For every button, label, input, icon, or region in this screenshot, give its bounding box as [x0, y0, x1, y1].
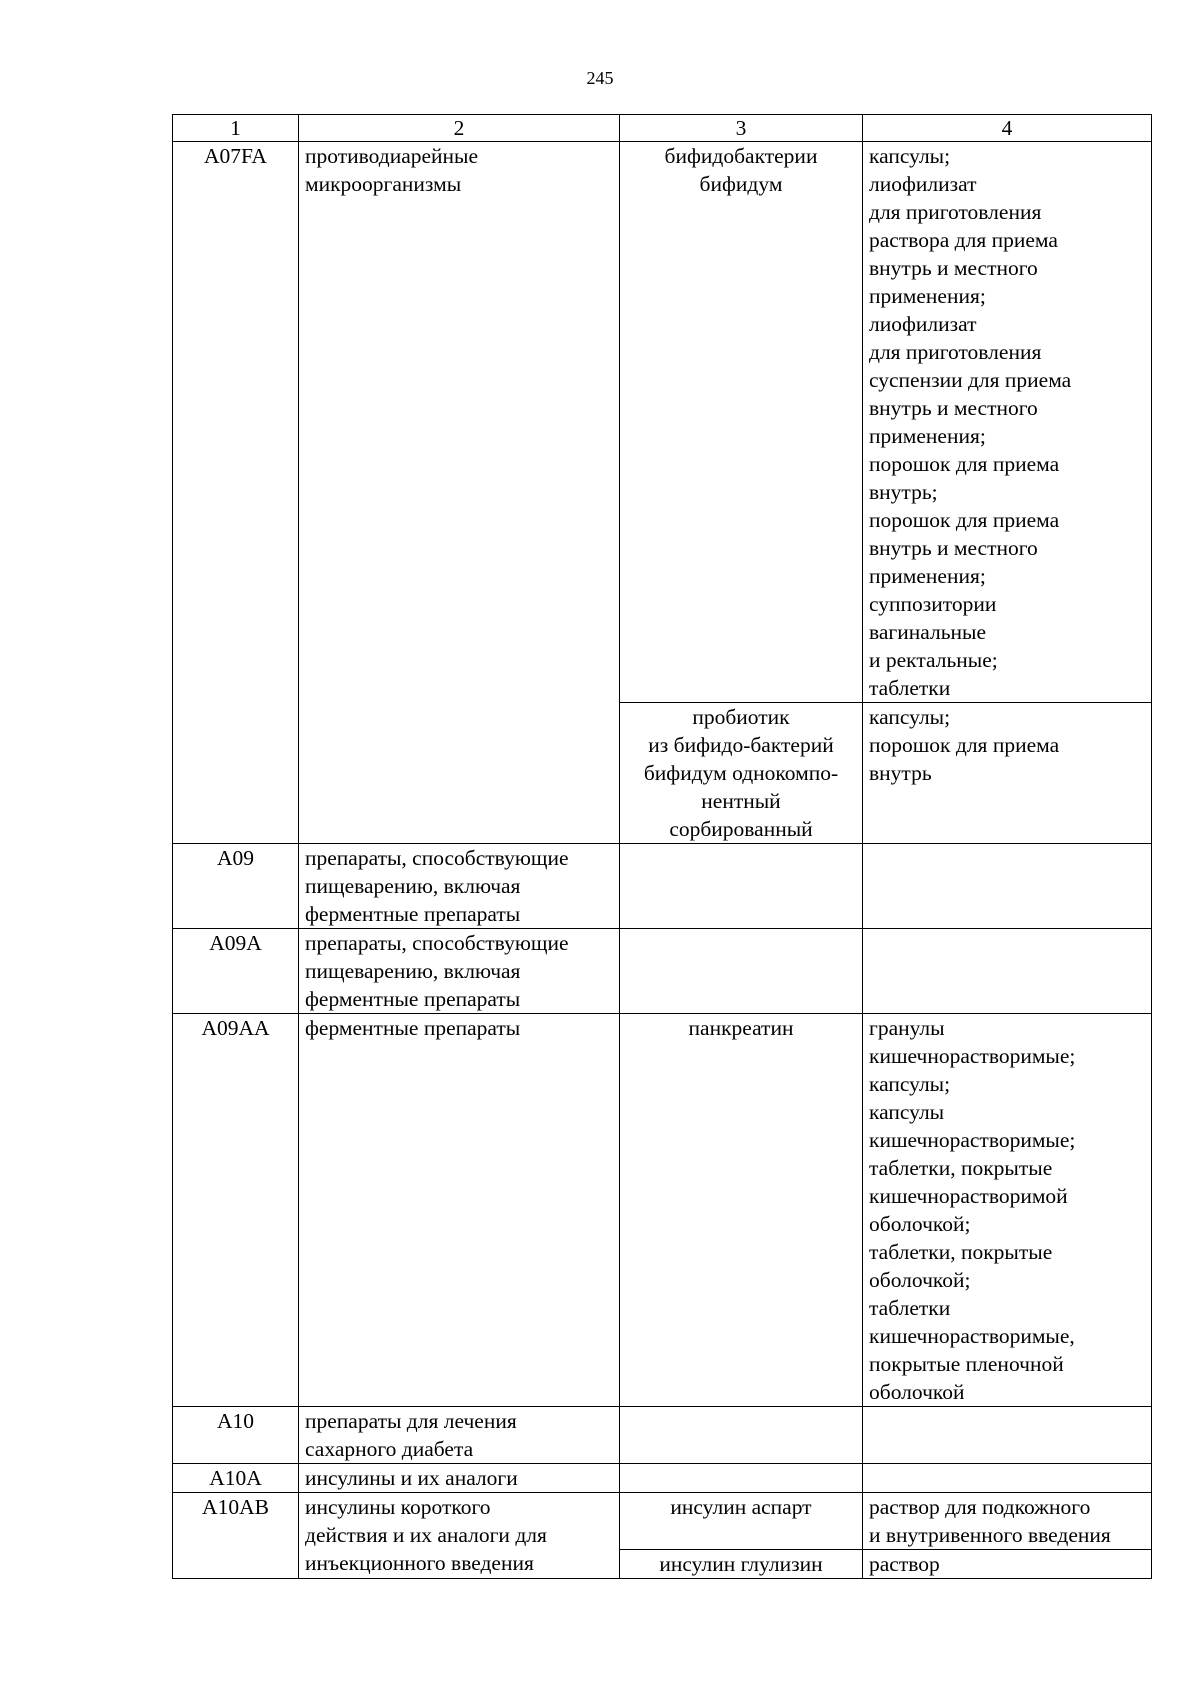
drug-name-cell: пробиотик из бифидо-бактерий бифидум однокомпо- нентный сорбированный	[620, 703, 863, 844]
atc-code-cell: A10	[173, 1407, 299, 1464]
drug-name-cell: инсулин аспарт	[620, 1493, 863, 1550]
group-name-cell: ферментные препараты	[299, 1014, 620, 1407]
table-row	[173, 929, 1152, 1014]
drug-name-cell	[620, 929, 863, 1014]
group-name-cell: инсулины короткого действия и их аналоги для инъекционного введения	[299, 1493, 620, 1579]
atc-code-cell: A09A	[173, 929, 299, 1014]
table-row	[173, 1407, 1152, 1464]
drug-name-cell	[620, 1464, 863, 1493]
atc-code-cell: A10AB	[173, 1493, 299, 1579]
group-name-cell: препараты, способствующие пищеварению, включая ферментные препараты	[299, 844, 620, 929]
dosage-forms-cell: капсулы; лиофилизат для приготовления раствора для приема внутрь и местного применения; лиофилизат для приготовления суспензии для приема внутрь и местного применения; порошок для приема внутрь; порошок для приема внутрь и местного применения; суппозитории вагинальные и ректальные; таблетки	[863, 142, 1152, 703]
atc-code-cell: A10A	[173, 1464, 299, 1493]
drug-name-cell: панкреатин	[620, 1014, 863, 1407]
table-row	[173, 1493, 1152, 1550]
table-row	[173, 1464, 1152, 1493]
atc-code-cell: A07FA	[173, 142, 299, 844]
dosage-forms-cell	[863, 929, 1152, 1014]
drug-name-cell	[620, 844, 863, 929]
group-name-cell: противодиарейные микроорганизмы	[299, 142, 620, 844]
header-cell-4: 4	[863, 115, 1152, 142]
atc-code-cell: A09	[173, 844, 299, 929]
atc-code-cell: A09AA	[173, 1014, 299, 1407]
dosage-forms-cell	[863, 1464, 1152, 1493]
table-row	[173, 142, 1152, 703]
dosage-forms-cell: раствор	[863, 1550, 1152, 1579]
table-row	[173, 844, 1152, 929]
table-header-row	[173, 115, 1152, 142]
dosage-forms-cell: раствор для подкожного и внутривенного введения	[863, 1493, 1152, 1550]
dosage-forms-cell: капсулы; порошок для приема внутрь	[863, 703, 1152, 844]
drug-table	[172, 114, 1152, 1579]
drug-name-cell: инсулин глулизин	[620, 1550, 863, 1579]
group-name-cell: препараты, способствующие пищеварению, включая ферментные препараты	[299, 929, 620, 1014]
header-cell-2: 2	[299, 115, 620, 142]
dosage-forms-cell	[863, 844, 1152, 929]
table-row	[173, 1014, 1152, 1407]
dosage-forms-cell: гранулы кишечнорастворимые; капсулы; капсулы кишечнорастворимые; таблетки, покрытые кишечнорастворимой оболочкой; таблетки, покрытые оболочкой; таблетки кишечнорастворимые, покрытые пленочной оболочкой	[863, 1014, 1152, 1407]
dosage-forms-cell	[863, 1407, 1152, 1464]
drug-name-cell: бифидобактерии бифидум	[620, 142, 863, 703]
drug-name-cell	[620, 1407, 863, 1464]
page-number: 245	[586, 68, 614, 88]
group-name-cell: инсулины и их аналоги	[299, 1464, 620, 1493]
header-cell-1: 1	[173, 115, 299, 142]
header-cell-3: 3	[620, 115, 863, 142]
group-name-cell: препараты для лечения сахарного диабета	[299, 1407, 620, 1464]
